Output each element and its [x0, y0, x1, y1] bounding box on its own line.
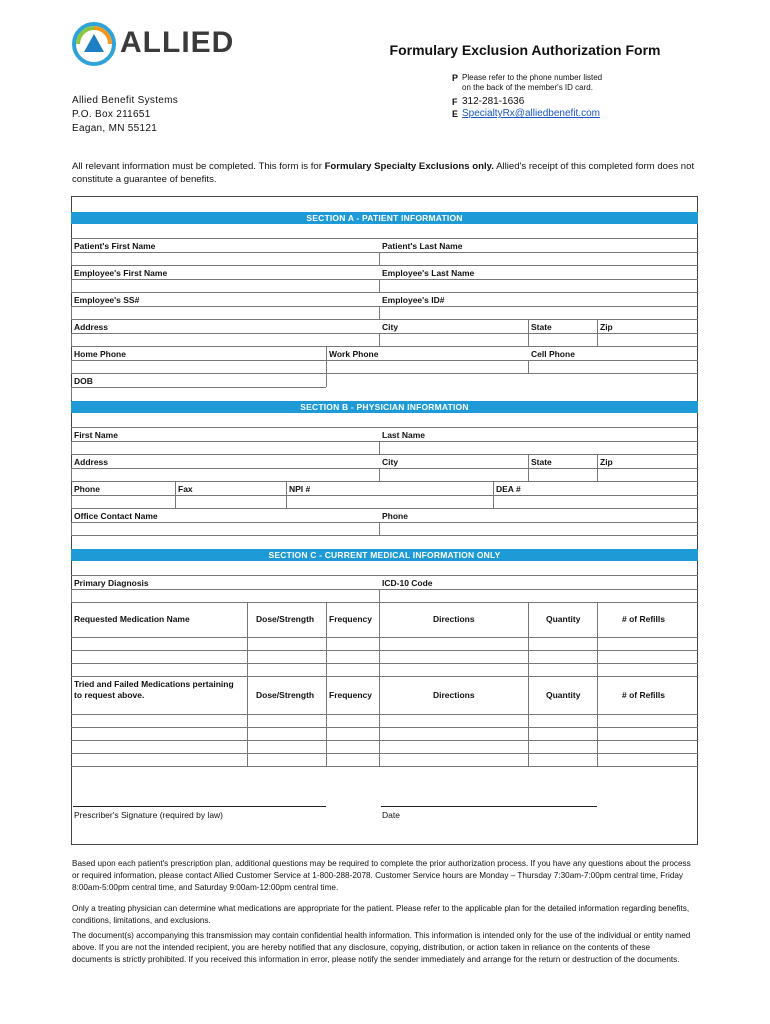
- icd10-label: ICD-10 Code: [382, 578, 433, 588]
- dea-label: DEA #: [496, 484, 521, 494]
- physician-last-label: Last Name: [382, 430, 425, 440]
- divider: [71, 766, 698, 767]
- directions-label-2: Directions: [433, 690, 475, 700]
- intro-bold: Formulary Specialty Exclusions only.: [324, 161, 494, 172]
- intro-text: [72, 160, 702, 186]
- physician-last-field[interactable]: [379, 441, 698, 454]
- logo-text: ALLIED: [120, 26, 235, 59]
- physician-city-field[interactable]: [379, 468, 528, 481]
- section-a-header: SECTION A - PATIENT INFORMATION: [71, 212, 698, 224]
- directions-label: Directions: [433, 614, 475, 624]
- footer-paragraph-2: Only a treating physician can determine what medications are appropriate for the patient. Please refer to the applicable plan for the detailed information regarding benefits, conditions, limitations, and exclusions.: [72, 904, 690, 925]
- divider: [71, 346, 698, 347]
- divider: [379, 602, 380, 766]
- divider: [71, 575, 698, 576]
- divider: [247, 602, 248, 766]
- employee-first-label: Employee's First Name: [74, 268, 168, 278]
- divider: [71, 373, 698, 374]
- dob-field[interactable]: [71, 387, 326, 400]
- address-line: Allied Benefit Systems: [72, 95, 179, 106]
- intro-part1: All relevant information must be completed. This form is for: [72, 161, 325, 172]
- address-field[interactable]: [71, 333, 379, 346]
- work-phone-field[interactable]: [326, 360, 528, 373]
- zip-label: Zip: [600, 322, 613, 332]
- date-line[interactable]: [381, 806, 597, 807]
- physician-zip-field[interactable]: [597, 468, 698, 481]
- email-key: E: [452, 109, 459, 119]
- city-label: City: [382, 322, 399, 332]
- requested-med-label: Requested Medication Name: [74, 614, 190, 624]
- dob-label: DOB: [74, 376, 93, 386]
- phone-key: P: [452, 73, 459, 83]
- divider: [71, 535, 698, 536]
- date-label: Date: [382, 810, 400, 820]
- divider: [71, 663, 698, 664]
- divider: [326, 602, 327, 766]
- employee-ss-field[interactable]: [71, 306, 379, 319]
- physician-address-label: Address: [74, 457, 109, 467]
- fax-key: F: [452, 97, 458, 107]
- email-link[interactable]: SpecialtyRx@alliedbenefit.com: [462, 108, 600, 119]
- office-contact-field[interactable]: [71, 522, 379, 535]
- divider: [71, 740, 698, 741]
- physician-state-label: State: [531, 457, 552, 467]
- physician-phone-field[interactable]: [71, 495, 175, 508]
- employee-last-field[interactable]: [379, 279, 698, 292]
- allied-logo-icon: [72, 22, 116, 66]
- dea-field[interactable]: [493, 495, 698, 508]
- employee-id-label: Employee's ID#: [382, 295, 445, 305]
- tried-failed-label-1: Tried and Failed Medications pertaining: [74, 679, 234, 689]
- divider: [71, 319, 698, 320]
- office-contact-label: Office Contact Name: [74, 511, 158, 521]
- primary-diagnosis-field[interactable]: [71, 589, 379, 602]
- quantity-label-2: Quantity: [546, 690, 581, 700]
- zip-field[interactable]: [597, 333, 698, 346]
- refills-label: # of Refills: [622, 614, 665, 624]
- employee-first-field[interactable]: [71, 279, 379, 292]
- phone-note: Please refer to the phone number listed on the back of the member's ID card.: [462, 73, 603, 92]
- address-label: Address: [74, 322, 109, 332]
- footer-paragraph-1: Based upon each patient's prescription plan, additional questions may be required to complete the prior authorization process. If you have any questions about the process or required information, please contact Allied Customer Service at 1-800-288-2078. Customer Service hours are Monday – Thursday 7:30am-7:00pm central time, Friday 8:00am-5:00pm central time, and Saturday 9:00am-12:00pm central time.: [72, 859, 691, 892]
- signature-label: Prescriber's Signature (required by law): [74, 810, 224, 820]
- home-phone-label: Home Phone: [74, 349, 126, 359]
- refills-label-2: # of Refills: [622, 690, 665, 700]
- physician-city-label: City: [382, 457, 399, 467]
- office-phone-field[interactable]: [379, 522, 698, 535]
- patient-last-label: Patient's Last Name: [382, 241, 463, 251]
- divider: [71, 292, 698, 293]
- quantity-label: Quantity: [546, 614, 581, 624]
- state-field[interactable]: [528, 333, 597, 346]
- divider: [71, 481, 698, 482]
- dose-label: Dose/Strength: [256, 614, 315, 624]
- cell-phone-label: Cell Phone: [531, 349, 575, 359]
- section-b-header: SECTION B - PHYSICIAN INFORMATION: [71, 401, 698, 413]
- divider: [71, 650, 698, 651]
- section-c-header: SECTION C - CURRENT MEDICAL INFORMATION ONLY: [71, 549, 698, 561]
- employee-last-label: Employee's Last Name: [382, 268, 475, 278]
- cell-phone-field[interactable]: [528, 360, 698, 373]
- office-phone-label: Phone: [382, 511, 408, 521]
- contact-block: [452, 73, 712, 121]
- employee-ss-label: Employee's SS#: [74, 295, 140, 305]
- fax-field[interactable]: [175, 495, 286, 508]
- divider: [71, 427, 698, 428]
- divider: [71, 637, 698, 638]
- physician-phone-label: Phone: [74, 484, 100, 494]
- city-field[interactable]: [379, 333, 528, 346]
- divider: [71, 714, 698, 715]
- patient-first-label: Patient's First Name: [74, 241, 156, 251]
- physician-zip-label: Zip: [600, 457, 613, 467]
- home-phone-field[interactable]: [71, 360, 326, 373]
- divider: [71, 238, 698, 239]
- divider: [71, 508, 698, 509]
- physician-first-field[interactable]: [71, 441, 379, 454]
- patient-last-field[interactable]: [379, 252, 698, 265]
- form-title: Formulary Exclusion Authorization Form: [389, 42, 661, 58]
- allied-logo: [72, 22, 272, 68]
- fax-label: Fax: [178, 484, 193, 494]
- divider: [528, 602, 529, 766]
- primary-diagnosis-label: Primary Diagnosis: [74, 578, 149, 588]
- divider: [71, 676, 698, 677]
- footer-paragraph-3: The document(s) accompanying this transmission may contain confidential health information. This information is intended only for the use of the individual or entity named above. If you are not the intended recipient, you are hereby notified that any disclosure, copying, distribution, or action taken in reliance on the contents of these documents is strictly prohibited. If you received this information in error, please notify the sender immediately and arrange for the return or destruction of the documents.: [72, 931, 691, 964]
- divider: [71, 265, 698, 266]
- divider: [71, 602, 698, 603]
- signature-line[interactable]: [73, 806, 326, 807]
- divider: [71, 753, 698, 754]
- divider: [597, 602, 598, 766]
- intro-part2: Allied's receipt of this completed form does not constitute a guarantee of benefits.: [72, 161, 695, 185]
- divider: [71, 727, 698, 728]
- mailing-address: [72, 94, 178, 136]
- employee-id-field[interactable]: [379, 306, 698, 319]
- physician-state-field[interactable]: [528, 468, 597, 481]
- tried-failed-label-2: to request above.: [74, 690, 145, 700]
- frequency-label: Frequency: [329, 614, 372, 624]
- patient-first-field[interactable]: [71, 252, 379, 265]
- address-line: P.O. Box 211651: [72, 109, 151, 120]
- frequency-label-2: Frequency: [329, 690, 372, 700]
- physician-first-label: First Name: [74, 430, 118, 440]
- dose-label-2: Dose/Strength: [256, 690, 315, 700]
- address-line: Eagan, MN 55121: [72, 123, 158, 134]
- npi-field[interactable]: [286, 495, 493, 508]
- physician-address-field[interactable]: [71, 468, 379, 481]
- icd10-field[interactable]: [379, 589, 698, 602]
- state-label: State: [531, 322, 552, 332]
- work-phone-label: Work Phone: [329, 349, 379, 359]
- fax-number: 312-281-1636: [462, 96, 525, 107]
- npi-label: NPI #: [289, 484, 311, 494]
- divider: [71, 454, 698, 455]
